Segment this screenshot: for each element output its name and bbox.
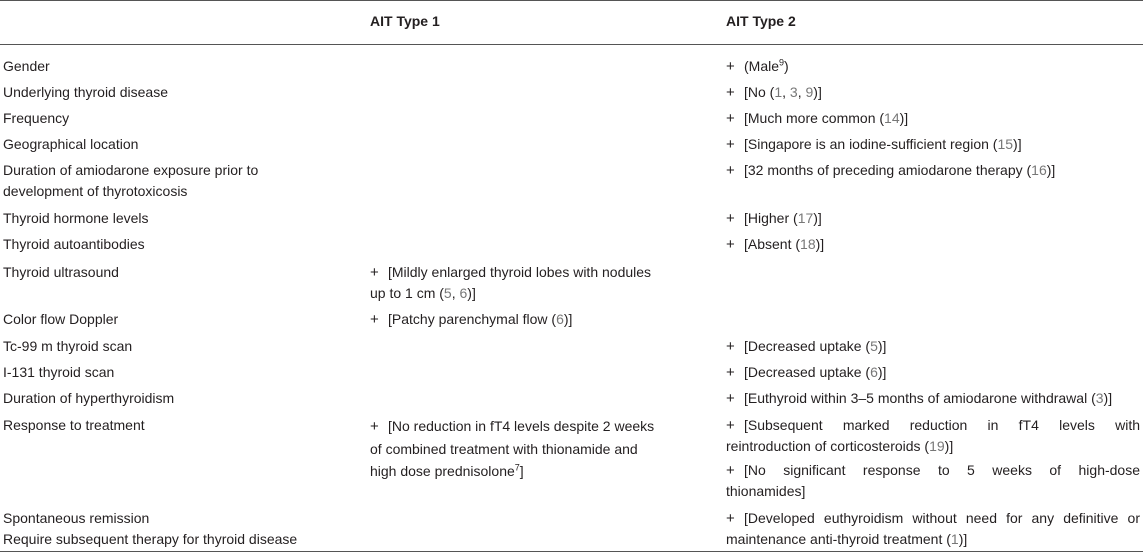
row-label: Underlying thyroid disease	[3, 84, 168, 100]
row-label: Thyroid hormone levels	[3, 210, 149, 226]
ait2-cell: + [Euthyroid within 3–5 months of amiodarone withdrawal (3)]	[726, 390, 1113, 407]
ait2-cell: + [Developed euthyroidism without need for any definitive or maintenance anti-thyroid treatment (1)]	[726, 510, 1140, 547]
plus-sign: +	[726, 510, 735, 527]
row-label: Thyroid ultrasound	[3, 264, 119, 280]
ait2-cell: + (Male$^9$)	[726, 57, 789, 75]
plus-sign: +	[726, 390, 735, 407]
ref-link[interactable]: 6	[459, 285, 468, 301]
plus-sign: +	[726, 236, 735, 253]
ref-link[interactable]: 1	[950, 531, 959, 547]
ref-link[interactable]: 19	[929, 438, 945, 454]
ref-link[interactable]: 16	[1031, 162, 1047, 178]
plus-sign: +	[370, 418, 379, 435]
ait2-cell: + [32 months of preceding amiodarone therapy (16)]	[726, 162, 1056, 179]
plus-sign: +	[370, 311, 379, 328]
row-label: I-131 thyroid scan	[3, 364, 115, 380]
header-ait-type-2: AIT Type 2	[726, 13, 796, 29]
ait2-cell: + [Decreased uptake (5)]	[726, 338, 887, 355]
ait2-cell: + [Singapore is an iodine-sufficient region (15)]	[726, 136, 1022, 153]
row-label: Spontaneous remission Require subsequent therapy for thyroid disease	[3, 510, 298, 547]
ref-link[interactable]: 18	[800, 236, 816, 252]
ait1-cell: + [Mildly enlarged thyroid lobes with nodules up to 1 cm (5, 6)]	[370, 264, 652, 301]
ait2-cell: + [Absent (18)]	[726, 236, 825, 253]
ref-link[interactable]: 1	[774, 84, 783, 100]
ait2-cell: + [Much more common (14)]	[726, 110, 909, 127]
row-label: Duration of hyperthyroidism	[3, 390, 175, 406]
row-label: Duration of amiodarone exposure prior to development of thyrotoxicosis	[3, 162, 259, 199]
plus-sign: +	[726, 136, 735, 153]
plus-sign: +	[726, 162, 735, 179]
row-label: Thyroid autoantibodies	[3, 236, 145, 252]
plus-sign: +	[726, 110, 735, 127]
ref-link[interactable]: 5	[443, 285, 452, 301]
ref-link[interactable]: 15	[997, 136, 1014, 152]
ref-link[interactable]: 14	[884, 110, 900, 126]
header-rule	[0, 44, 1143, 45]
row-label: Geographical location	[3, 136, 139, 152]
ref-link[interactable]: 9	[805, 84, 814, 100]
top-rule	[0, 0, 1143, 1]
ait1-cell: + [No reduction in fT4 levels despite 2 weeks of combined treatment with thionamide and high dose prednisolone$^7$]	[370, 418, 655, 479]
row-label: Frequency	[3, 110, 70, 126]
ref-link[interactable]: 6	[870, 364, 878, 380]
plus-sign: +	[726, 338, 735, 355]
plus-sign: +	[726, 84, 735, 101]
plus-sign: +	[370, 264, 379, 281]
ait2-cell: + [No (1, 3, 9)]	[726, 84, 822, 101]
plus-sign: +	[726, 364, 735, 381]
plus-sign: +	[726, 417, 735, 434]
row-label: Response to treatment	[3, 417, 145, 433]
ref-link[interactable]: 17	[797, 210, 814, 226]
ref-link[interactable]: 6	[556, 311, 564, 327]
ref-link[interactable]: 3	[789, 84, 798, 100]
ait2-cell: + [Higher (17)]	[726, 210, 822, 227]
plus-sign: +	[726, 58, 735, 75]
header-ait-type-1: AIT Type 1	[370, 13, 440, 29]
plus-sign: +	[726, 210, 735, 227]
row-label: Color flow Doppler	[3, 311, 119, 327]
row-label: Gender	[3, 58, 50, 74]
ref-link[interactable]: 3	[1095, 390, 1104, 406]
row-label: Tc-99 m thyroid scan	[3, 338, 133, 354]
ref-link[interactable]: 5	[870, 338, 878, 354]
ait2-cell: + [Decreased uptake (6)]	[726, 364, 887, 381]
bottom-rule	[0, 551, 1143, 552]
plus-sign: +	[726, 462, 735, 479]
ait2-cell: + [Subsequent marked reduction in fT4 levels with reintroduction of corticosteroids (19)] + [No significant response to 5 weeks of high-dose thionamides]	[726, 417, 1140, 499]
ait1-cell: + [Patchy parenchymal flow (6)]	[370, 311, 573, 328]
